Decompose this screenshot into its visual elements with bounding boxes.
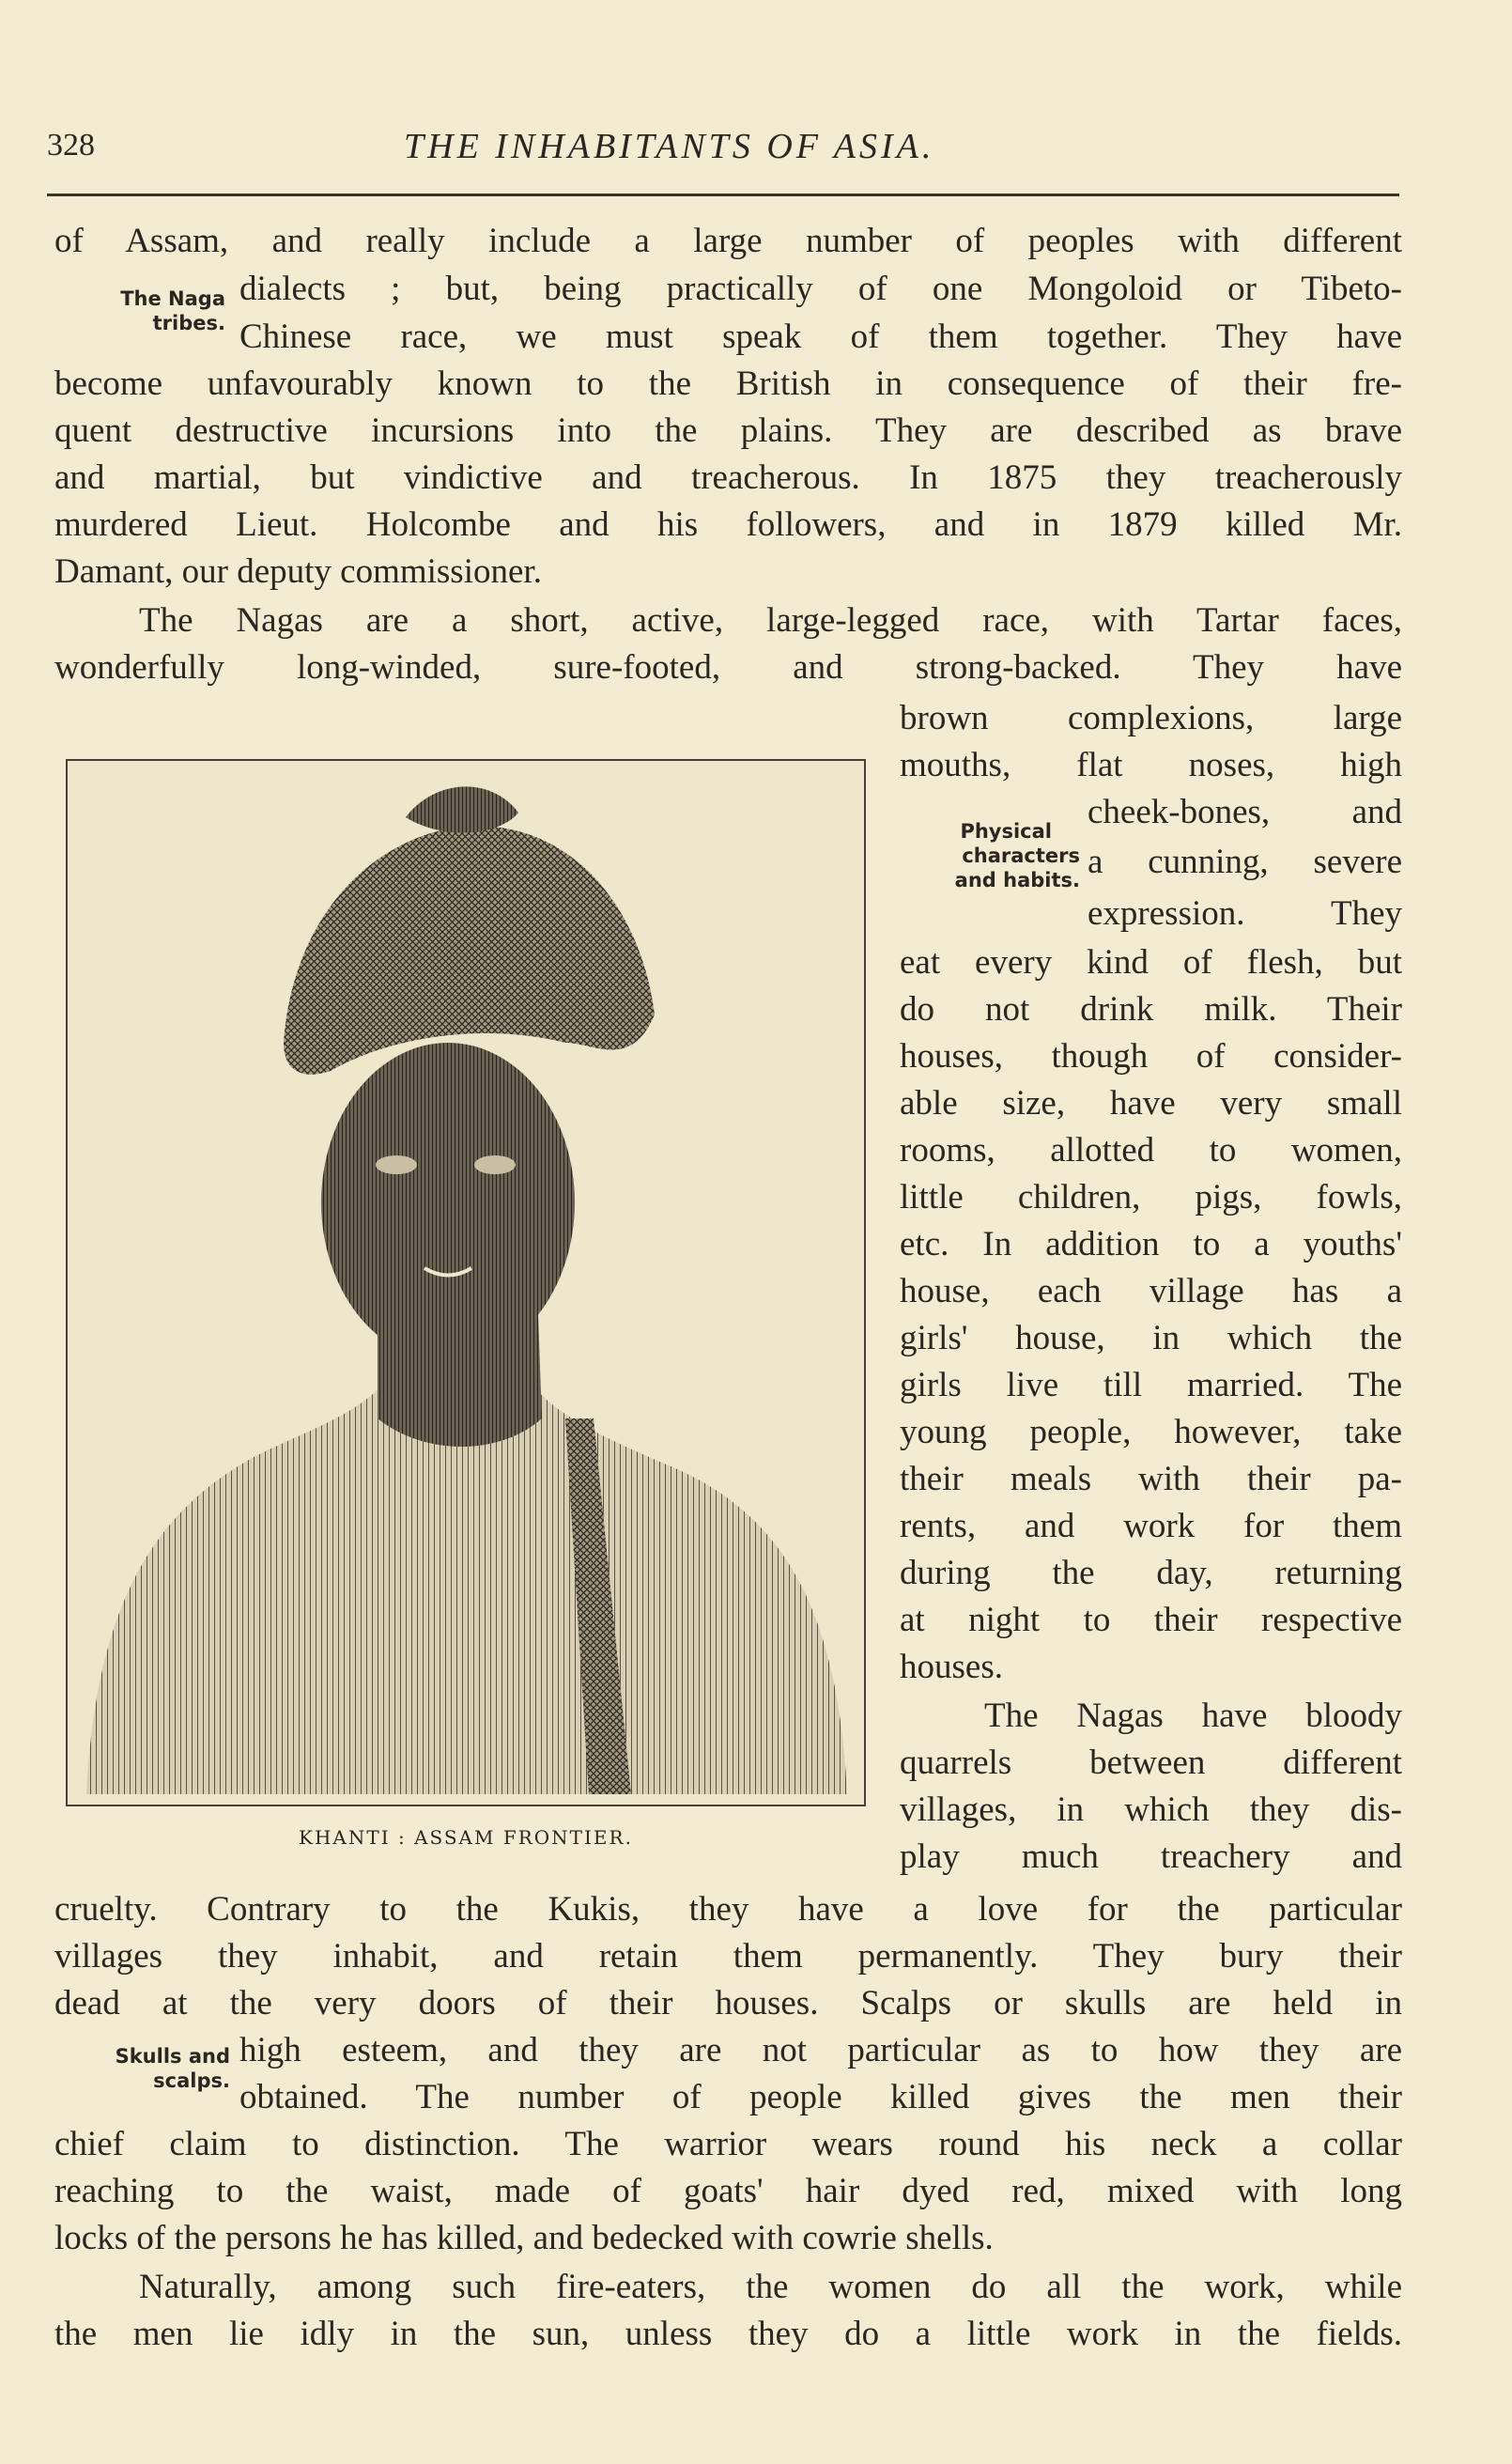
text-line: Naturally, among such fire-eaters, the women do all the work, while xyxy=(139,2268,1402,2306)
text-line: quent destructive incursions into the plains. They are described as brave xyxy=(54,411,1402,450)
text-line: do not drink milk. Their xyxy=(900,990,1402,1029)
sidenote-physical-characters xyxy=(902,819,1080,892)
text-line: locks of the persons he has killed, and bedecked with cowrie shells. xyxy=(54,2219,994,2257)
text-line: quarrels between different xyxy=(900,1743,1402,1782)
sidenote-line: characters xyxy=(962,845,1080,867)
text-line: become unfavourably known to the British in consequence of their fre- xyxy=(54,364,1402,403)
text-line: brown complexions, large xyxy=(900,699,1402,737)
sidenote-line: The Naga xyxy=(120,287,225,310)
text-line: murdered Lieut. Holcombe and his followers, and in 1879 killed Mr. xyxy=(54,505,1402,544)
text-line: rooms, allotted to women, xyxy=(900,1131,1402,1170)
figure-frame xyxy=(66,759,866,1806)
text-line: of Assam, and really include a large number of peoples with different xyxy=(54,222,1402,260)
text-line: able size, have very small xyxy=(900,1084,1402,1123)
text-line: reaching to the waist, made of goats' hair dyed red, mixed with long xyxy=(54,2172,1402,2210)
text-line: play much treachery and xyxy=(900,1837,1402,1876)
text-line: villages they inhabit, and retain them permanently. They bury their xyxy=(54,1937,1402,1976)
running-title: THE INHABITANTS OF ASIA. xyxy=(404,127,935,166)
text-line: chief claim to distinction. The warrior wears round his neck a collar xyxy=(54,2125,1402,2163)
sidenote-line: tribes. xyxy=(152,312,225,334)
page-header xyxy=(47,120,1399,177)
sidenote-line: scalps. xyxy=(153,2069,230,2092)
text-line: during the day, returning xyxy=(900,1554,1402,1592)
text-line: dialects ; but, being practically of one Mongoloid or Tibeto- xyxy=(239,270,1402,308)
text-line: The Nagas have bloody xyxy=(984,1697,1402,1735)
text-line: The Nagas are a short, active, large-legged race, with Tartar faces, xyxy=(139,601,1402,640)
text-line: girls' house, in which the xyxy=(900,1319,1402,1357)
sidenote-line: Skulls and xyxy=(115,2045,230,2068)
text-line: etc. In addition to a youths' xyxy=(900,1225,1402,1263)
text-line: mouths, flat noses, high xyxy=(900,746,1402,784)
text-line: the men lie idly in the sun, unless they do a little work in the fields. xyxy=(54,2315,1402,2353)
text-line: house, each village has a xyxy=(900,1272,1402,1310)
header-rule xyxy=(47,194,1399,196)
figure-caption: KHANTI : ASSAM FRONTIER. xyxy=(299,1826,633,1849)
text-line: cruelty. Contrary to the Kukis, they have a love for the particular xyxy=(54,1890,1402,1929)
text-line: Chinese race, we must speak of them together. They have xyxy=(239,318,1402,356)
text-line: dead at the very doors of their houses. Scalps or skulls are held in xyxy=(54,1984,1402,2022)
text-line: their meals with their pa- xyxy=(900,1460,1402,1498)
sidenote-line: and habits. xyxy=(954,869,1080,891)
text-line: rents, and work for them xyxy=(900,1507,1402,1545)
text-line: little children, pigs, fowls, xyxy=(900,1178,1402,1217)
text-line: Damant, our deputy commissioner. xyxy=(54,552,542,591)
text-line: and martial, but vindictive and treacherous. In 1875 they treacherously xyxy=(54,458,1402,497)
text-line: obtained. The number of people killed gives the men their xyxy=(239,2078,1402,2116)
text-line: houses. xyxy=(900,1648,1003,1686)
sidenote-skulls-and-scalps xyxy=(66,2044,230,2093)
text-line: young people, however, take xyxy=(900,1413,1402,1451)
text-line: cheek-bones, and xyxy=(1088,793,1402,831)
text-line: expression. They xyxy=(1088,894,1402,933)
text-line: eat every kind of flesh, but xyxy=(900,943,1402,982)
text-line: a cunning, severe xyxy=(1088,843,1402,881)
portrait-engraving xyxy=(68,761,864,1805)
text-line: at night to their respective xyxy=(900,1601,1402,1639)
sidenote-line: Physical xyxy=(960,820,1052,843)
text-line: high esteem, and they are not particular as to how they are xyxy=(239,2031,1402,2069)
text-line: villages, in which they dis- xyxy=(900,1790,1402,1829)
text-line: wonderfully long-winded, sure-footed, and strong-backed. They have xyxy=(54,648,1402,687)
sidenote-naga-tribes xyxy=(66,287,225,335)
text-line: houses, though of consider- xyxy=(900,1037,1402,1076)
text-line: girls live till married. The xyxy=(900,1366,1402,1404)
page-number: 328 xyxy=(47,128,95,163)
